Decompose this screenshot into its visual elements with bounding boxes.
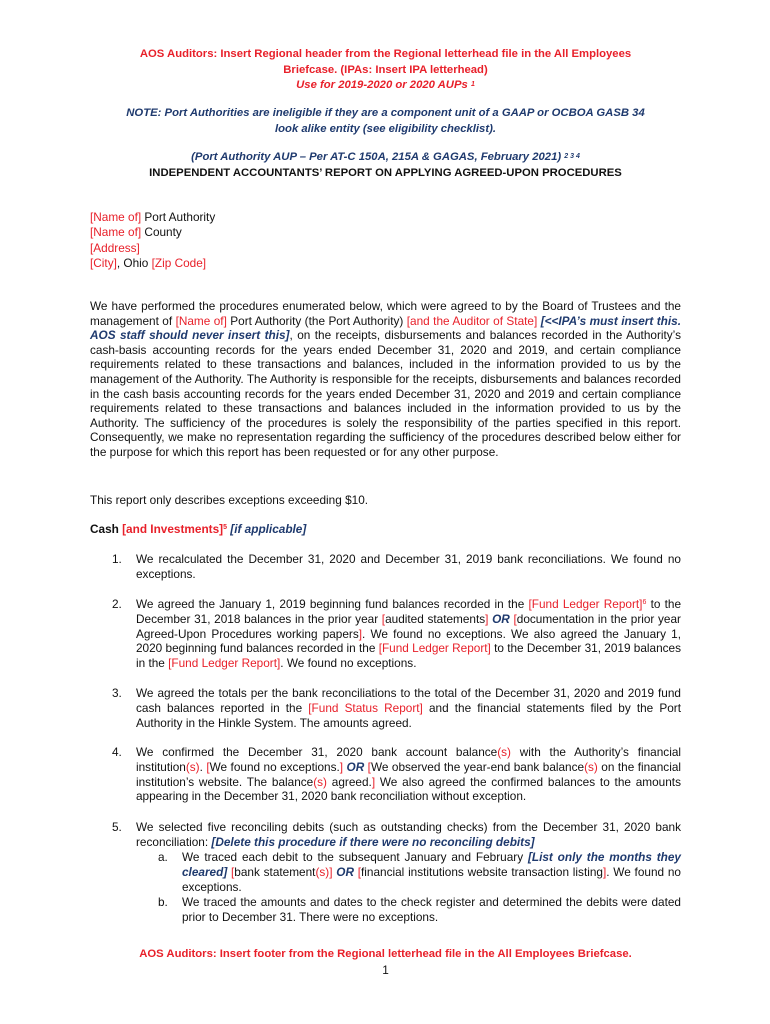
body-text: We observed the year-end bank balance <box>370 759 585 774</box>
letterhead-line-1: AOS Auditors: Insert Regional header from the Regional letterhead file in the All Employees <box>139 48 632 60</box>
body-text: , on the receipts, disbursements and balances recorded in the Authority’s cash-basis accounting records for the years ended December 31, 2020 and 2019, and certain compliance requirements related to these transactions and balances, included in the information provided to us by the management of the Authority. The Authority is responsible for the receipts, disbursements and balances recorded in the cash basis accounting records for the years ended December 31, 2020 and 2019 and certain compliance requirements related to these transactions and balances included in the information provided to us by the Authority. The sufficiency of the procedures is solely the responsibility of the parties specified in this report. Consequently, we make no representation regarding the sufficiency of the procedures described below either for the purpose for which this report has been requested or for any other purpose. <box>90 328 681 459</box>
instruction: [List only the months they cleared] <box>182 850 681 879</box>
heading-text: Cash <box>90 522 123 536</box>
body-text: We found no exceptions. <box>209 759 340 774</box>
body-text: agreed. <box>327 774 372 789</box>
item-text <box>136 597 681 671</box>
address-text: County <box>141 225 182 240</box>
bracket: ] <box>602 864 607 879</box>
placeholder: [and the Auditor of State] <box>406 313 538 328</box>
footnote-ref: 5 <box>223 524 227 531</box>
page-number: 1 <box>382 963 389 977</box>
eligibility-note <box>90 106 681 137</box>
body-text: bank statement <box>234 864 316 879</box>
body-text: documentation in the prior year Agreed-Upon Procedures working papers <box>136 611 681 641</box>
letterhead-line-2: Briefcase. (IPAs: Insert IPA letterhead) <box>283 63 488 76</box>
address-line-2 <box>90 225 215 240</box>
bracket: ] <box>485 611 489 626</box>
aup-year-text: Use for 2019-2020 or 2020 AUPs <box>296 79 468 91</box>
placeholder: [Fund Ledger Report] <box>528 597 643 611</box>
ipa-instruction: [<<IPA’s must insert this. AOS staff should never insert this] <box>90 313 682 343</box>
item-number: 5. <box>112 820 122 834</box>
placeholder: [Fund Ledger Report] <box>168 656 281 671</box>
bracket: ] <box>339 759 344 774</box>
placeholder: (s)] <box>315 864 333 879</box>
footer-instruction: AOS Auditors: Insert footer from the Regional letterhead file in the All Employees Briefcase. <box>139 948 632 960</box>
body-text: on the financial institution’s website. The balance <box>136 759 681 789</box>
body-text: We have performed the procedures enumerated below, which were agreed to by the Board of Trustees and the management of <box>90 299 681 328</box>
body-text: We selected five reconciling debits (such as outstanding checks) from the December 31, 2020 bank reconciliation: <box>136 820 681 849</box>
aup-standard-text: (Port Authority AUP – Per AT-C 150A, 215A & GAGAS, February 2021) <box>191 151 562 163</box>
bracket: ] <box>371 774 376 789</box>
body-text: We confirmed the December 31, 2020 bank account balance <box>136 745 498 759</box>
or-option: OR <box>343 759 368 774</box>
exceptions-threshold: This report only describes exceptions exceeding $10. <box>90 493 369 507</box>
placeholder: [and Investments] <box>122 522 224 536</box>
body-text: We also agreed the confirmed balances to the amounts appearing in the December 31, 2020 bank reconciliation without exception. <box>136 774 681 804</box>
instruction: [Delete this procedure if there were no reconciling debits] <box>211 834 535 849</box>
or-option: OR <box>332 864 358 879</box>
or-option: OR <box>488 611 514 626</box>
cash-heading <box>90 522 681 537</box>
address-text: Port Authority <box>141 210 216 224</box>
subitem-letter: b. <box>158 895 168 909</box>
placeholder: [Fund Status Report] <box>308 700 423 715</box>
aup-standard-line <box>90 150 681 166</box>
bracket: ] <box>358 626 363 641</box>
placeholder: (s) <box>584 759 598 774</box>
instruction: [if applicable] <box>226 522 307 536</box>
document-page <box>90 0 681 1024</box>
item-text <box>136 686 681 730</box>
bracket: [ <box>357 864 362 879</box>
item-number: 4. <box>112 745 122 759</box>
body-text: . We found no exceptions. We also agreed the January 1, 2020 beginning fund balances recorded in the <box>136 626 681 656</box>
placeholder: [Name of] <box>175 313 227 328</box>
address-text: , Ohio <box>116 255 152 270</box>
note-line-1: NOTE: Port Authorities are ineligible if they are a component unit of a GAAP or OCBOA GASB 34 <box>126 107 645 119</box>
item-text: We recalculated the December 31, 2020 and December 31, 2019 bank reconciliations. We found no exceptions. <box>136 552 681 581</box>
body-text: We agreed the January 1, 2019 beginning fund balances recorded in the <box>136 597 529 611</box>
placeholder: [Name of] <box>90 225 142 240</box>
placeholder: [Name of] <box>90 210 142 224</box>
item-number: 1. <box>112 552 122 566</box>
body-text: We traced each debit to the subsequent January and February <box>182 850 528 864</box>
bracket: [ <box>367 759 371 774</box>
bracket: [ <box>513 611 517 626</box>
item-text <box>136 820 681 850</box>
address-line-1 <box>90 210 215 225</box>
report-title: INDEPENDENT ACCOUNTANTS’ REPORT ON APPLYING AGREED-UPON PROCEDURES <box>149 167 622 179</box>
body-text: Port Authority (the Port Authority) <box>226 313 407 328</box>
subitem-letter: a. <box>158 850 168 864</box>
footnote-ref: 6 <box>642 599 647 606</box>
placeholder: (s) <box>185 759 200 774</box>
body-text: with the Authority’s financial institution <box>136 745 682 774</box>
placeholder: [Fund Ledger Report] <box>378 641 491 656</box>
placeholder: (s) <box>497 745 511 759</box>
body-text: . We found no exceptions. <box>182 864 681 894</box>
body-text: to the December 31, 2019 balances in the <box>136 641 682 671</box>
placeholder: [City] <box>90 255 117 270</box>
body-text: audited statements <box>385 611 486 626</box>
body-text: . We found no exceptions. <box>280 656 417 671</box>
address-line-4 <box>90 256 215 271</box>
intro-paragraph <box>90 299 681 460</box>
item-text <box>136 745 681 804</box>
letterhead-instruction <box>90 47 681 94</box>
footnote-ref: 2 3 4 <box>564 153 580 160</box>
subitem-text: We traced the amounts and dates to the check register and determined the debits were dated prior to December 31. There were no exceptions. <box>182 895 681 924</box>
footnote-ref: 1 <box>470 81 475 88</box>
bracket: [ <box>381 611 386 626</box>
body-text: and the financial statements filed by the Port Authority in the Hinkle System. The amounts agreed. <box>136 700 681 730</box>
subitem-text <box>182 850 681 894</box>
address-line-3: [Address] <box>90 240 140 255</box>
body-text: We agreed the totals per the bank reconciliations to the total of the December 31, 2020 and 2019 fund cash balances reported in the <box>136 686 681 715</box>
body-text: financial institutions website transaction listing <box>361 864 603 879</box>
item-number: 2. <box>112 597 122 611</box>
body-text: . <box>199 759 207 774</box>
addressee-block <box>90 210 215 271</box>
item-number: 3. <box>112 686 122 700</box>
bracket: [ <box>206 759 210 774</box>
body-text: to the December 31, 2018 balances in the prior year <box>136 597 681 626</box>
note-line-2: look alike entity (see eligibility checklist). <box>275 122 496 135</box>
placeholder: [Zip Code] <box>151 255 207 270</box>
placeholder: (s) <box>313 774 327 789</box>
bracket: [ <box>227 864 235 879</box>
aup-year-line <box>90 78 681 94</box>
